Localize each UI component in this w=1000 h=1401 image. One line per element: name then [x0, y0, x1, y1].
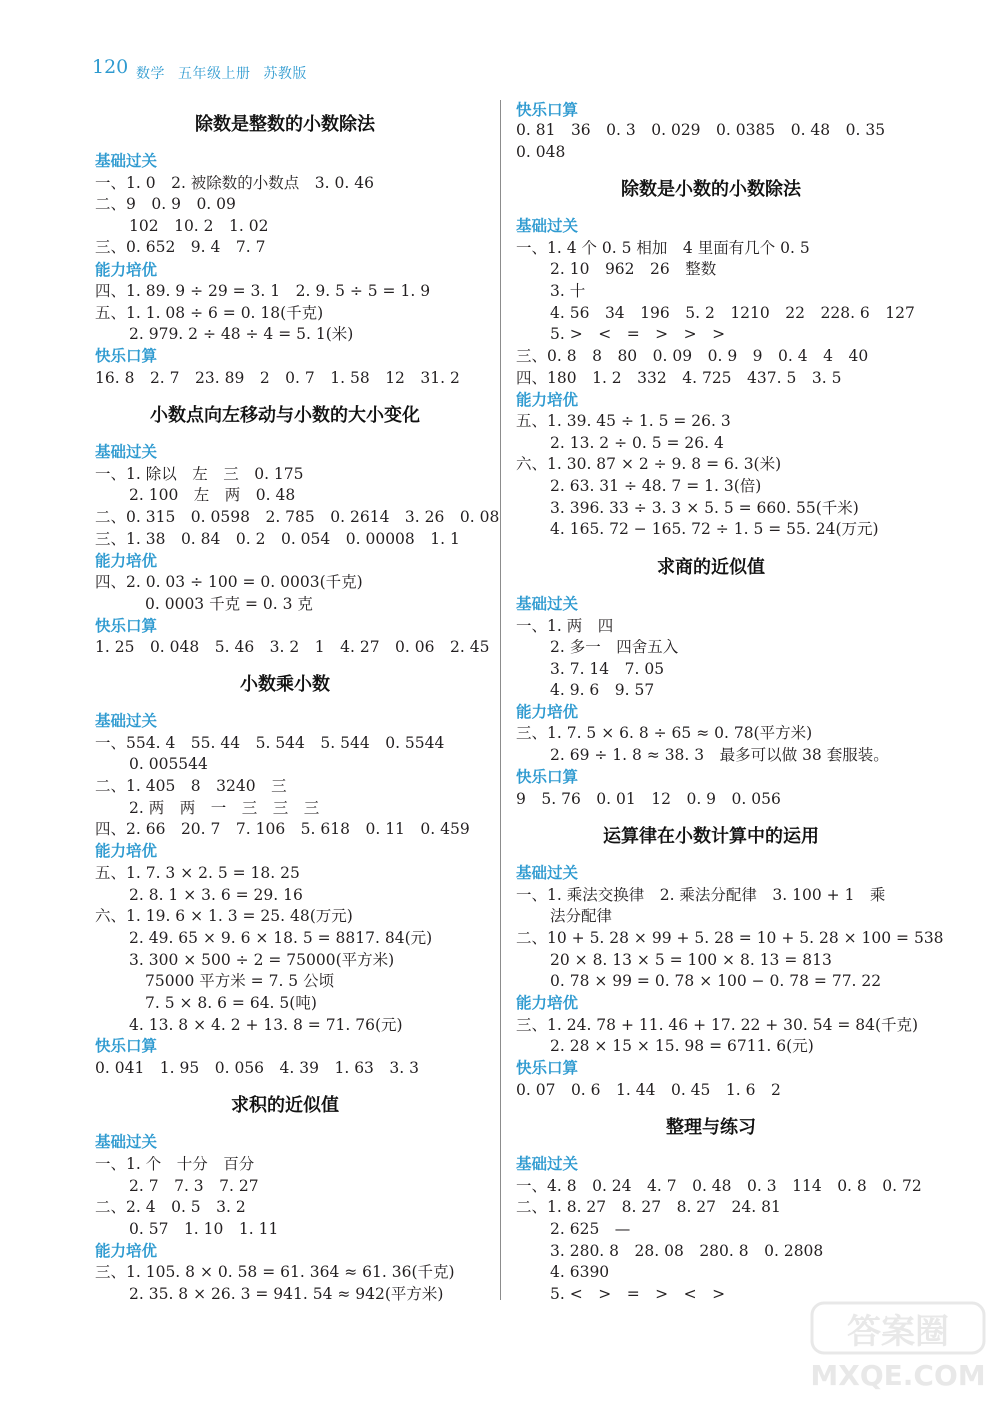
subsection-heading: 基础过关: [95, 443, 158, 461]
subsection-heading: 能力培优: [95, 842, 158, 860]
answer-line: 0. 78 × 99 = 0. 78 × 100 − 0. 78 = 77. 22: [550, 972, 882, 990]
answer-line: 三、1. 7. 5 × 6. 8 ÷ 65 ≈ 0. 78(平方米): [516, 724, 813, 742]
svg-text:答案圈: 答案圈: [847, 1312, 949, 1352]
answer-line: 一、4. 8 0. 24 4. 7 0. 48 0. 3 114 0. 8 0. 72: [516, 1177, 922, 1195]
answer-line: 4. 56 34 196 5. 2 1210 22 228. 6 127: [550, 304, 915, 322]
answer-line: 三、1. 38 0. 84 0. 2 0. 054 0. 00008 1. 1: [95, 530, 460, 548]
section-title: 整理与练习: [666, 1117, 756, 1138]
answer-line: 法分配律: [550, 907, 613, 925]
answer-line: 三、1. 105. 8 × 0. 58 = 61. 364 ≈ 61. 36(千克): [95, 1263, 455, 1281]
answer-line: 2. 69 ÷ 1. 8 ≈ 38. 3 最多可以做 38 套服装。: [550, 746, 889, 764]
answer-line: 五、1. 1. 08 ÷ 6 = 0. 18(千克): [95, 304, 324, 322]
answer-line: 一、1. 0 2. 被除数的小数点 3. 0. 46: [95, 174, 374, 192]
answer-line: 5. > < = > > >: [550, 325, 726, 343]
answer-line: 3. 280. 8 28. 08 280. 8 0. 2808: [550, 1242, 824, 1260]
answer-line: 7. 5 × 8. 6 = 64. 5(吨): [145, 994, 317, 1012]
answer-line: 20 × 8. 13 × 5 = 100 × 8. 13 = 813: [550, 951, 832, 969]
subsection-heading: 基础过关: [95, 152, 158, 170]
subsection-heading: 能力培优: [516, 994, 579, 1012]
answer-line: 1. 25 0. 048 5. 46 3. 2 1 4. 27 0. 06 2. 45: [95, 638, 490, 656]
answer-line: 3. 396. 33 ÷ 3. 3 × 5. 5 = 660. 55(千米): [550, 499, 859, 517]
answer-line: 75000 平方米 = 7. 5 公顷: [145, 972, 335, 990]
answer-line: 三、1. 24. 78 + 11. 46 + 17. 22 + 30. 54 = 84(千克): [516, 1016, 919, 1034]
subsection-heading: 快乐口算: [95, 347, 158, 365]
answer-line: 一、1. 4 个 0. 5 相加 4 里面有几个 0. 5: [516, 239, 810, 257]
answer-line: 二、1. 8. 27 8. 27 8. 27 24. 81: [516, 1198, 781, 1216]
answer-line: 一、1. 除以 左 三 0. 175: [95, 465, 304, 483]
answer-line: 五、1. 39. 45 ÷ 1. 5 = 26. 3: [516, 412, 731, 430]
edition: 苏教版: [263, 66, 307, 82]
answer-line: 102 10. 2 1. 02: [129, 217, 269, 235]
answer-line: 4. 165. 72 − 165. 72 ÷ 1. 5 = 55. 24(万元): [550, 520, 879, 538]
subsection-heading: 基础过关: [516, 864, 579, 882]
answer-line: 四、180 1. 2 332 4. 725 437. 5 3. 5: [516, 369, 842, 387]
subsection-heading: 能力培优: [95, 552, 158, 570]
answer-line: 六、1. 19. 6 × 1. 3 = 25. 48(万元): [95, 907, 353, 925]
answer-line: 二、1. 405 8 3240 三: [95, 777, 287, 795]
svg-text:MXQE.COM: MXQE.COM: [810, 1359, 986, 1392]
grade: 五年级上册: [177, 66, 251, 82]
answer-line: 四、2. 66 20. 7 7. 106 5. 618 0. 11 0. 459: [95, 820, 470, 838]
answer-line: 4. 6390: [550, 1263, 610, 1281]
section-title: 求积的近似值: [231, 1095, 339, 1116]
answer-line: 一、554. 4 55. 44 5. 544 5. 544 0. 5544: [95, 734, 445, 752]
answer-line: 0. 048: [516, 143, 566, 161]
answer-line: 四、2. 0. 03 ÷ 100 = 0. 0003(千克): [95, 573, 363, 591]
answer-line: 2. 100 左 两 0. 48: [129, 486, 296, 504]
answer-line: 3. 300 × 500 ÷ 2 = 75000(平方米): [129, 951, 395, 969]
subsection-heading: 能力培优: [516, 703, 579, 721]
answer-line: 2. 两 两 一 三 三 三: [129, 799, 320, 817]
subsection-heading: 基础过关: [95, 1133, 158, 1151]
answer-line: 2. 7 7. 3 7. 27: [129, 1177, 259, 1195]
subsection-heading: 基础过关: [516, 217, 579, 235]
section-title: 除数是整数的小数除法: [195, 114, 375, 135]
subject: 数学: [136, 66, 165, 82]
answer-line: 0. 57 1. 10 1. 11: [129, 1220, 279, 1238]
page-number: 120: [92, 56, 129, 78]
section-title: 运算律在小数计算中的运用: [603, 826, 819, 847]
answer-line: 三、0. 8 8 80 0. 09 0. 9 9 0. 4 4 40: [516, 347, 869, 365]
answer-line: 0. 07 0. 6 1. 44 0. 45 1. 6 2: [516, 1081, 781, 1099]
subsection-heading: 基础过关: [516, 1155, 579, 1173]
answer-line: 六、1. 30. 87 × 2 ÷ 9. 8 = 6. 3(米): [516, 455, 782, 473]
column-divider: [500, 100, 501, 1300]
answer-line: 5. < > = > < >: [550, 1285, 726, 1303]
answer-line: 二、10 + 5. 28 × 99 + 5. 28 = 10 + 5. 28 × 100 = 538: [516, 929, 944, 947]
answer-line: 二、9 0. 9 0. 09: [95, 195, 236, 213]
answer-line: 2. 28 × 15 × 15. 98 = 6711. 6(元): [550, 1037, 814, 1055]
answer-line: 二、2. 4 0. 5 3. 2: [95, 1198, 246, 1216]
subsection-heading: 基础过关: [516, 595, 579, 613]
subsection-heading: 能力培优: [516, 391, 579, 409]
book-info: [136, 63, 315, 83]
answer-line: 四、1. 89. 9 ÷ 29 = 3. 1 2. 9. 5 ÷ 5 = 1. 9: [95, 282, 431, 300]
answer-line: 9 5. 76 0. 01 12 0. 9 0. 056: [516, 790, 781, 808]
answer-line: 二、0. 315 0. 0598 2. 785 0. 2614 3. 26 0. 08: [95, 508, 500, 526]
answer-line: 4. 9. 6 9. 57: [550, 681, 655, 699]
answer-line: 2. 13. 2 ÷ 0. 5 = 26. 4: [550, 434, 724, 452]
subsection-heading: 快乐口算: [516, 101, 579, 119]
subsection-heading: 快乐口算: [95, 1037, 158, 1055]
subsection-heading: 能力培优: [95, 1242, 158, 1260]
subsection-heading: 能力培优: [95, 261, 158, 279]
answer-line: 五、1. 7. 3 × 2. 5 = 18. 25: [95, 864, 300, 882]
answer-line: 2. 8. 1 × 3. 6 = 29. 16: [129, 886, 303, 904]
subsection-heading: 快乐口算: [516, 1059, 579, 1077]
answer-line: 三、0. 652 9. 4 7. 7: [95, 238, 266, 256]
answer-line: 2. 多一 四舍五入: [550, 638, 679, 656]
watermark-logo: [808, 1297, 988, 1393]
subsection-heading: 快乐口算: [95, 617, 158, 635]
answer-line: 一、1. 乘法交换律 2. 乘法分配律 3. 100 + 1 乘: [516, 886, 886, 904]
section-title: 小数点向左移动与小数的大小变化: [150, 405, 420, 426]
section-title: 小数乘小数: [240, 674, 330, 695]
answer-line: 一、1. 个 十分 百分: [95, 1155, 255, 1173]
answer-line: 2. 979. 2 ÷ 48 ÷ 4 = 5. 1(米): [129, 325, 354, 343]
answer-line: 3. 十: [550, 282, 586, 300]
answer-line: 2. 35. 8 × 26. 3 = 941. 54 ≈ 942(平方米): [129, 1285, 444, 1303]
answer-line: 0. 005544: [129, 755, 208, 773]
answer-line: 16. 8 2. 7 23. 89 2 0. 7 1. 58 12 31. 2: [95, 369, 460, 387]
answer-line: 4. 13. 8 × 4. 2 + 13. 8 = 71. 76(元): [129, 1016, 403, 1034]
answer-line: 2. 63. 31 ÷ 48. 7 = 1. 3(倍): [550, 477, 762, 495]
answer-line: 一、1. 两 四: [516, 617, 614, 635]
answer-line: 2. 10 962 26 整数: [550, 260, 717, 278]
subsection-heading: 快乐口算: [516, 768, 579, 786]
answer-line: 0. 81 36 0. 3 0. 029 0. 0385 0. 48 0. 35: [516, 121, 886, 139]
answer-line: 0. 0003 千克 = 0. 3 克: [145, 595, 313, 613]
section-title: 求商的近似值: [657, 557, 765, 578]
section-title: 除数是小数的小数除法: [621, 179, 801, 200]
answer-line: 0. 041 1. 95 0. 056 4. 39 1. 63 3. 3: [95, 1059, 419, 1077]
answer-line: 2. 49. 65 × 9. 6 × 18. 5 = 8817. 84(元): [129, 929, 433, 947]
subsection-heading: 基础过关: [95, 712, 158, 730]
answer-line: 2. 625 —: [550, 1220, 631, 1238]
answer-line: 3. 7. 14 7. 05: [550, 660, 665, 678]
